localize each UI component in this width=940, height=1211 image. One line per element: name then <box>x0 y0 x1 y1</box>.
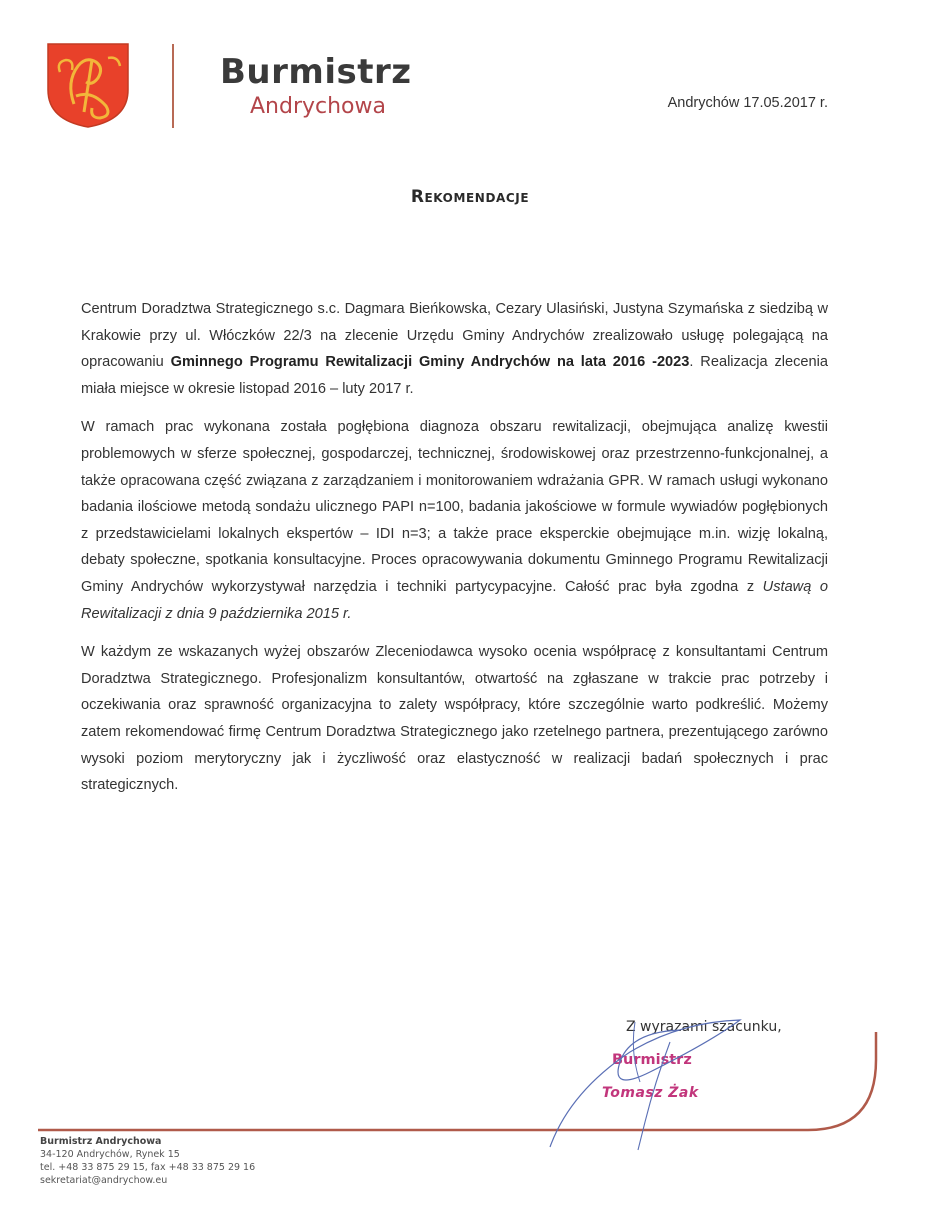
paragraph-3 <box>81 639 828 799</box>
footer-decorative-line <box>38 1030 888 1140</box>
program-name: Gminnego Programu Rewitalizacji Gminy Andrychów na lata 2016 -2023 <box>170 354 690 371</box>
document-title: Rekomendacje <box>410 187 530 207</box>
header-divider <box>172 44 174 128</box>
footer-address: 34-120 Andrychów, Rynek 15 <box>40 1149 180 1160</box>
signatory-role: Burmistrz <box>612 1052 692 1068</box>
brand-title: Burmistrz <box>220 52 412 92</box>
paragraph-2 <box>81 414 828 627</box>
document-body <box>81 296 828 811</box>
document-date: Andrychów 17.05.2017 r. <box>667 95 828 111</box>
law-reference: Ustawą o Rewitalizacji z dnia 9 października 2015 r. <box>81 578 828 622</box>
paragraph-text: W ramach prac wykonana została pogłębiona diagnoza obszaru rewitalizacji, obejmująca analizę kwestii problemowych w sferze społecznej, gospodarczej, technicznej, środowiskowej oraz przestrzenno-funkcjonalnej, a także opracowana część związana z zarządzaniem i monitorowaniem wdrażania GPR. W ramach usługi wykonano badania ilościowe metodą sondażu ulicznego PAPI n=100, badania jakościowe w formule wywiadów pogłębionych z przedstawicielami lokalnych ekspertów – IDI n=3; a także prace eksperckie obejmujące m.in. wizję lokalną, debaty społeczne, spotkania konsultacyjne. Proces opracowywania dokumentu Gminnego Programu Rewitalizacji Gminy Andrychów wykorzystywał narzędzia i techniki partycypacyjne. Całość prac była zgodna z <box>81 419 828 595</box>
paragraph-1 <box>81 296 828 402</box>
closing-salutation: Z wyrazami szacunku, <box>626 1019 782 1035</box>
footer-email[interactable]: sekretariat@andrychow.eu <box>40 1175 168 1186</box>
paragraph-text: W każdym ze wskazanych wyżej obszarów Zleceniodawca wysoko ocenia współpracę z konsultantami Centrum Doradztwa Strategicznego. Profesjonalizm konsultantów, otwartość na zgłaszane w trakcie prac potrzeby i oczekiwania oraz sprawność organizacyjna to zalety współpracy, które szczególnie warto podkreślić. Możemy zatem rekomendować firmę Centrum Doradztwa Strategicznego jako rzetelnego partnera, prezentującego zarówno wysoki poziom merytoryczny jak i życzliwość oraz elastyczność w realizacji badań społecznych i prac strategicznych. <box>81 644 828 794</box>
paragraph-text: . Realizacja zlecenia miała miejsce w okresie listopad 2016 – luty 2017 r. <box>81 354 828 397</box>
paragraph-text: Centrum Doradztwa Strategicznego s.c. Dagmara Bieńkowska, Cezary Ulasiński, Justyna Szymańska z siedzibą w Krakowie przy ul. Włóczków 22/3 na zlecenie Urzędu Gminy Andrychów zrealizowało usługę polegającą na opracowaniu <box>81 301 828 371</box>
footer-organization: Burmistrz Andrychowa <box>40 1136 162 1147</box>
signatory-name: Tomasz Żak <box>602 1085 699 1101</box>
footer-contact <box>40 1135 255 1187</box>
footer-phone-fax: tel. +48 33 875 29 15, fax +48 33 875 29 16 <box>40 1162 256 1173</box>
brand-subtitle: Andrychowa <box>250 94 386 119</box>
andrychow-coat-of-arms-icon <box>46 42 130 128</box>
